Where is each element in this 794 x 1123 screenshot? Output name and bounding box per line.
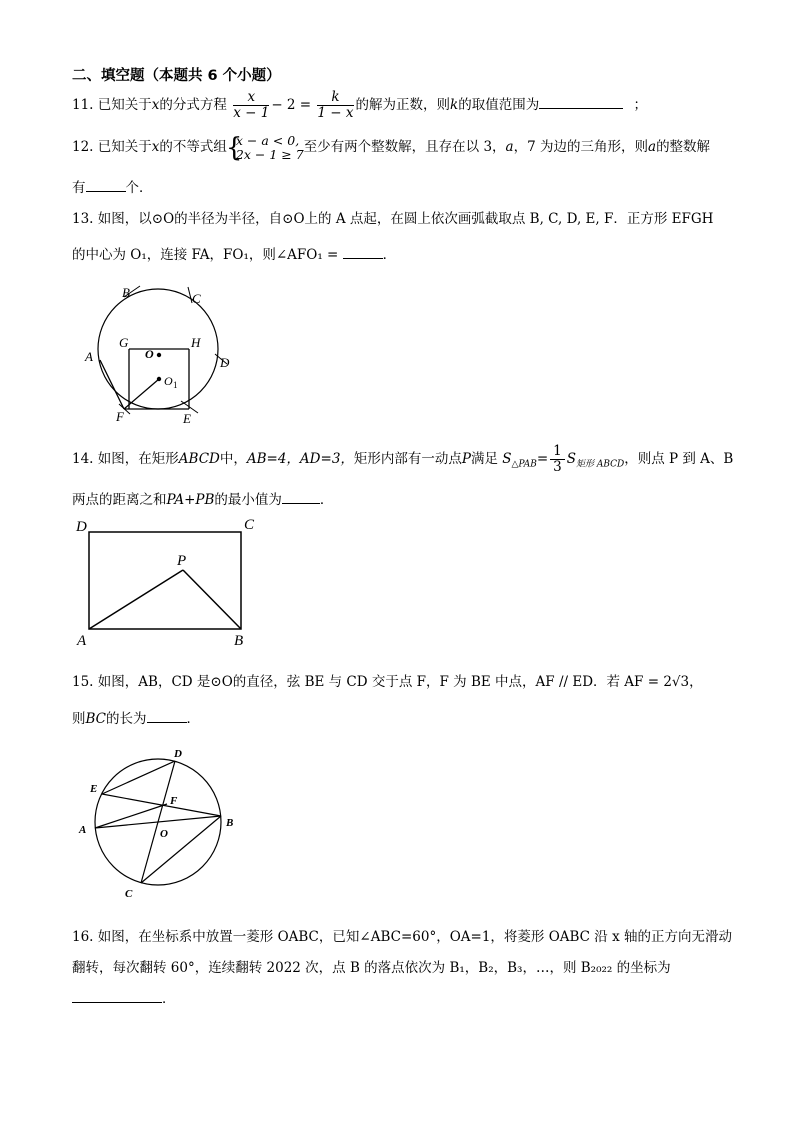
q13-figure bbox=[80, 284, 240, 426]
q15-label-D: D bbox=[174, 748, 182, 760]
q12-text-post2: ，7 为边的三角形，则 bbox=[513, 139, 648, 155]
q11-text-post: 的取值范围为 bbox=[458, 97, 540, 113]
question-12 bbox=[72, 131, 710, 163]
q12-text-pre: 已知关于 bbox=[97, 139, 152, 155]
q15-label-E: E bbox=[90, 783, 98, 795]
q11-var-k: k bbox=[450, 97, 459, 113]
q15-line2-end: ． bbox=[186, 711, 201, 727]
question-15-line2 bbox=[72, 707, 200, 727]
section-title: 二、填空题（本题共 6 个小题） bbox=[72, 68, 281, 84]
q14-segment-PB bbox=[183, 570, 241, 629]
q13-label-H: H bbox=[191, 335, 201, 350]
q15-label-B: B bbox=[226, 817, 234, 829]
q14-line1-post2: 满足 bbox=[471, 451, 498, 467]
q14-area-pab: $S_{\triangle PAB}$ bbox=[502, 451, 537, 470]
q14-line1-mid: 中， bbox=[219, 451, 247, 467]
q11-minus-2: − 2 = bbox=[271, 97, 312, 113]
q15-chord-BE bbox=[102, 794, 221, 816]
question-16-line3 bbox=[72, 987, 176, 1007]
q15-label-F: F bbox=[170, 795, 178, 807]
q16-line2: 翻转，每次翻转 60°，连续翻转 2022 次，点 B 的落点依次为 B₁，B₂，B₃，…，则 B₂₀₂₂ 的坐标为 bbox=[72, 960, 671, 976]
q12-var-a2: a bbox=[648, 139, 657, 155]
q11-end: ； bbox=[633, 97, 647, 113]
q14-label-A: A bbox=[77, 633, 87, 649]
q15-segment-BC bbox=[141, 816, 221, 883]
q13-label-O1: O bbox=[164, 374, 173, 388]
q13-label-D: D bbox=[220, 355, 230, 370]
q14-area-rect: $S_{矩形 ABCD}$ bbox=[566, 451, 625, 470]
q14-line1-post1: 矩形内部有一动点 bbox=[353, 451, 462, 467]
q13-answer-blank[interactable] bbox=[343, 246, 383, 259]
q16-line3-end: ． bbox=[162, 991, 176, 1007]
q12-text-post1: 至少有两个整数解，且存在以 3， bbox=[303, 139, 506, 155]
q13-label-O1-sub: 1 bbox=[173, 380, 178, 390]
q15-line2-pre: 则 bbox=[72, 711, 86, 727]
question-12-line2 bbox=[72, 176, 153, 196]
q13-segment-FA bbox=[100, 360, 124, 409]
q15-line2-post: 的长为 bbox=[106, 711, 147, 727]
q13-center-O bbox=[157, 353, 161, 357]
q15-diameter-CD bbox=[141, 761, 175, 883]
q11-text-mid2: 的解为正数，则 bbox=[355, 97, 451, 113]
q15-label-O: O bbox=[160, 828, 168, 840]
q13-label-A: A bbox=[85, 349, 93, 364]
q16-line1: 如图，在坐标系中放置一菱形 OABC，已知∠ABC=60°，OA=1，将菱形 OABC 沿 x 轴的正方向无滑动 bbox=[97, 929, 733, 945]
question-11 bbox=[72, 88, 647, 122]
q14-equals: = bbox=[536, 451, 549, 467]
q13-line2-end: ． bbox=[382, 247, 397, 263]
q14-label-B: B bbox=[234, 633, 244, 649]
q14-line1-tail: ，则点 P 到 A、B bbox=[624, 451, 734, 467]
question-14 bbox=[72, 443, 733, 481]
q14-line2-end: ． bbox=[319, 492, 334, 508]
q15-bc: BC bbox=[85, 711, 107, 727]
q15-line1: 如图，AB，CD 是⊙O的直径，弦 BE 与 CD 交于点 F，F 为 BE 中点，AF // ED．若 AF = 2√3， bbox=[97, 674, 703, 690]
q16-answer-blank[interactable] bbox=[72, 990, 162, 1003]
question-16-line2 bbox=[72, 956, 671, 976]
q14-label-D: D bbox=[76, 519, 87, 535]
q15-figure bbox=[76, 742, 246, 904]
q11-fraction-1: $\frac{x}{x - 1}$ bbox=[233, 89, 270, 121]
q15-number: 15. bbox=[72, 674, 94, 690]
q12-text-post3: 的整数解 bbox=[656, 139, 711, 155]
q15-answer-blank[interactable] bbox=[147, 710, 187, 723]
q13-label-G: G bbox=[119, 335, 129, 350]
q12-answer-blank[interactable] bbox=[86, 179, 126, 192]
question-16 bbox=[72, 925, 732, 945]
q11-answer-blank[interactable] bbox=[539, 96, 623, 109]
q14-point-p: P bbox=[461, 451, 471, 467]
q14-sum: PA+PB bbox=[166, 492, 215, 508]
q14-number: 14. bbox=[72, 451, 94, 467]
q12-inequality-system: { x − a < 0, 2x − 1 ≥ 7 bbox=[227, 134, 304, 162]
q14-label-P: P bbox=[177, 553, 187, 569]
q12-number: 12. bbox=[72, 139, 94, 155]
q14-rect-name: ABCD bbox=[178, 451, 220, 467]
question-13 bbox=[72, 207, 713, 227]
q13-label-F: F bbox=[116, 409, 124, 424]
q13-label-E: E bbox=[183, 411, 191, 426]
q13-line2-pre: 的中心为 O₁，连接 FA，FO₁，则∠AFO₁ = bbox=[72, 247, 339, 263]
q13-line1: 如图，以⊙O的半径为半径，自⊙O上的 A 点起，在圆上依次画弧截取点 B, C, D, E, F．正方形 EFGH bbox=[97, 211, 714, 227]
q13-label-C: C bbox=[192, 291, 201, 306]
q13-number: 13. bbox=[72, 211, 94, 227]
q13-label-O: O bbox=[145, 347, 154, 361]
question-14-line2 bbox=[72, 488, 333, 508]
question-15 bbox=[72, 670, 703, 690]
q12-var-x: x bbox=[151, 139, 160, 155]
q13-center-O1 bbox=[157, 377, 161, 381]
q14-segment-PA bbox=[89, 570, 183, 629]
q14-line1-pre: 如图，在矩形 bbox=[97, 451, 179, 467]
q15-label-C: C bbox=[125, 888, 133, 900]
q11-text-pre: 已知关于 bbox=[97, 97, 152, 113]
q16-number: 16. bbox=[72, 929, 94, 945]
q14-dimensions: AB=4，AD=3， bbox=[246, 451, 354, 467]
q14-figure bbox=[74, 513, 264, 649]
q11-number: 11. bbox=[72, 97, 94, 113]
q12-line2-post: 个． bbox=[125, 180, 153, 196]
q11-fraction-2: $\frac{k}{1 - x}$ bbox=[317, 89, 354, 121]
q15-label-A: A bbox=[79, 824, 87, 836]
q14-fraction: $\frac{1}{3}$ bbox=[550, 444, 565, 475]
q14-line2-pre: 两点的距离之和 bbox=[72, 492, 167, 508]
question-13-line2 bbox=[72, 243, 396, 263]
q12-text-mid: 的不等式组 bbox=[159, 139, 227, 155]
q14-label-C: C bbox=[244, 517, 255, 533]
q13-label-B: B bbox=[122, 285, 130, 300]
q14-answer-blank[interactable] bbox=[282, 491, 320, 504]
q12-line2-pre: 有 bbox=[72, 180, 86, 196]
q12-var-a: a bbox=[505, 139, 514, 155]
q14-line2-post: 的最小值为 bbox=[214, 492, 282, 508]
q11-text-mid1: 的分式方程 bbox=[159, 97, 227, 113]
q11-var-x: x bbox=[151, 97, 160, 113]
